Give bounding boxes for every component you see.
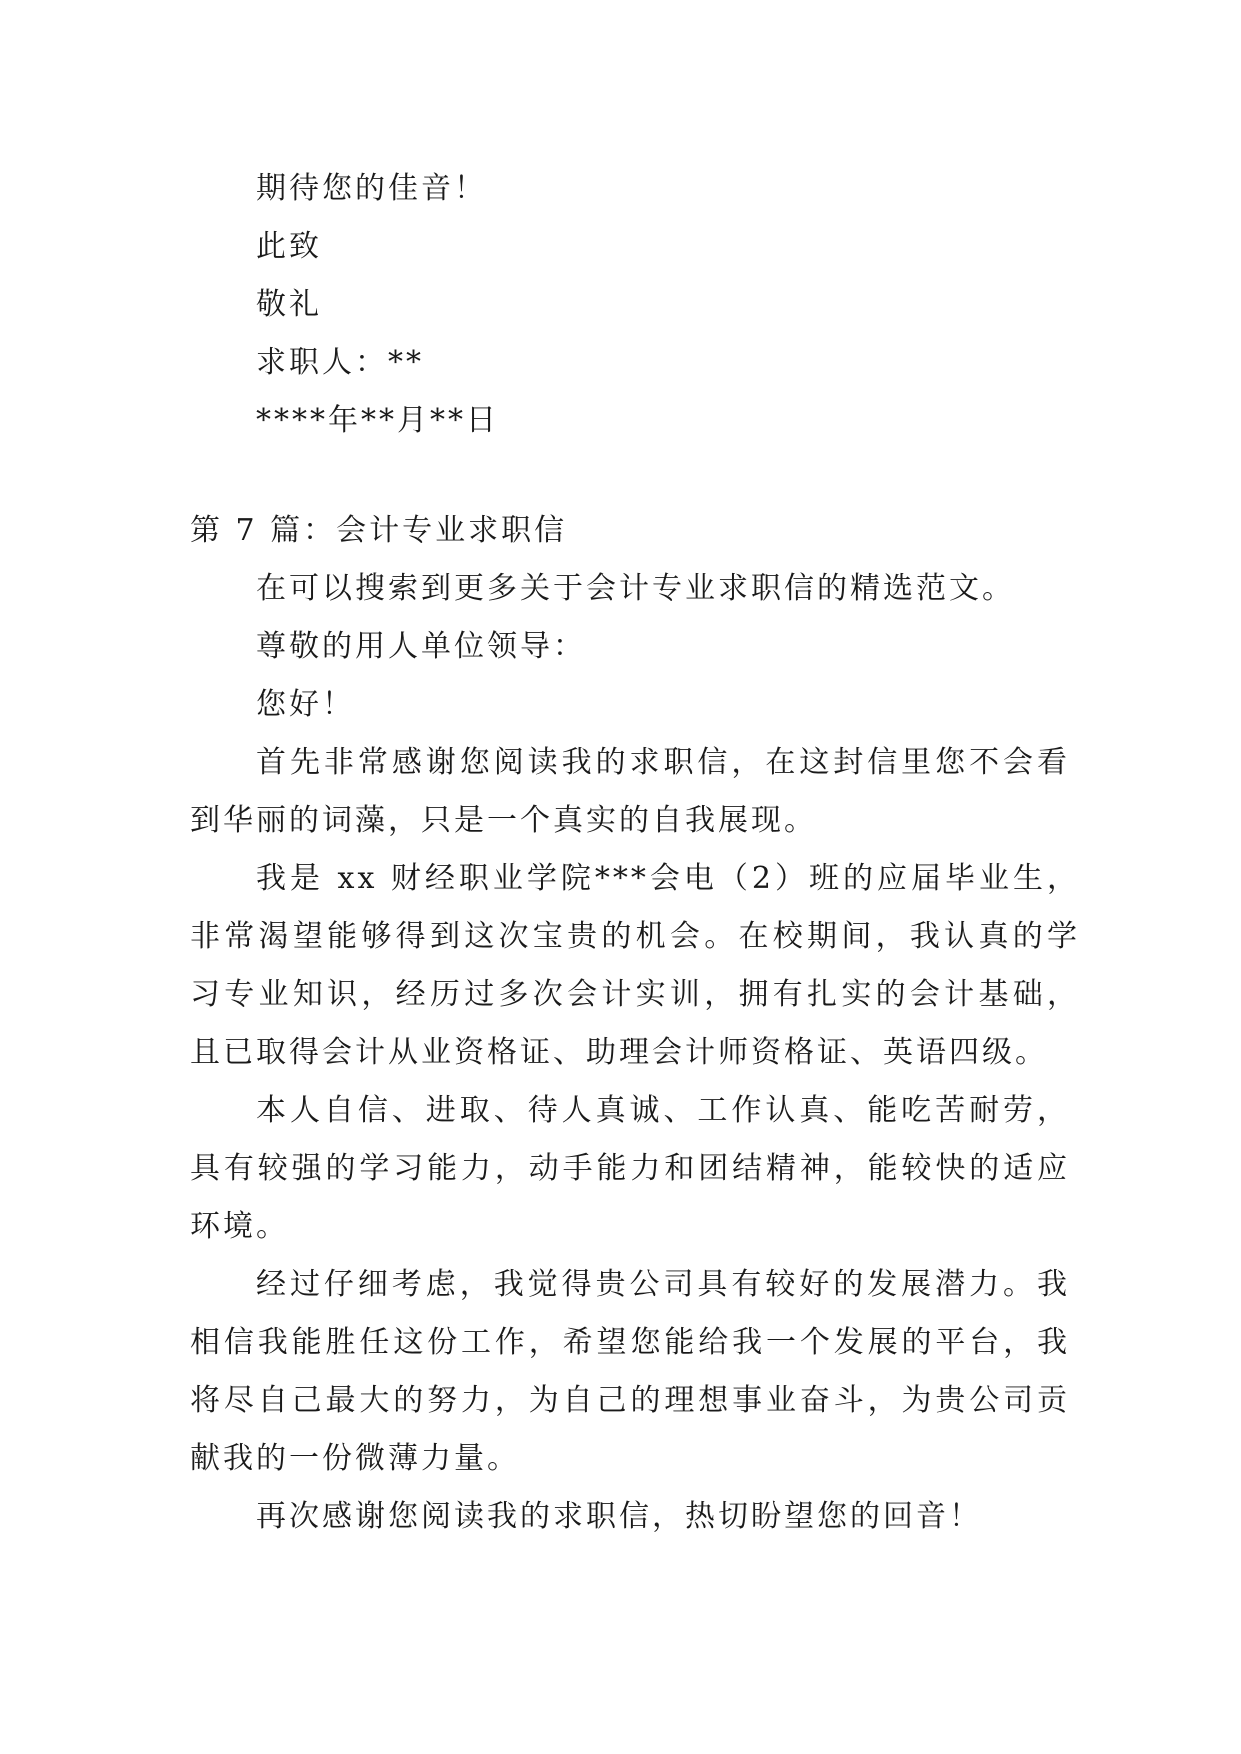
document-content bbox=[190, 160, 1080, 1546]
letter-greeting: 您好！ bbox=[256, 687, 355, 722]
letter-paragraph: 经过仔细考虑，我觉得贵公司具有较好的发展潜力。我相信我能胜任这份工作，希望您能给我一个发展的平台，我将尽自己最大的努力，为自己的理想事业奋斗，为贵公司贡献我的一份微薄力量。 bbox=[190, 1267, 1070, 1476]
letter-salutation: 尊敬的用人单位领导： bbox=[256, 629, 586, 664]
letter-paragraph: 首先非常感谢您阅读我的求职信，在这封信里您不会看到华丽的词藻，只是一个真实的自我展现。 bbox=[190, 745, 1070, 838]
closing-applicant: 求职人：** bbox=[256, 345, 424, 380]
letter-paragraph: 我是 xx 财经职业学院***会电（2）班的应届毕业生，非常渴望能够得到这次宝贵的机会。在校期间，我认真的学习专业知识，经历过多次会计实训，拥有扎实的会计基础，且已取得会计从业资格证、助理会计师资格证、英语四级。 bbox=[190, 861, 1080, 1070]
section-intro: 在可以搜索到更多关于会计专业求职信的精选范文。 bbox=[256, 571, 1015, 606]
letter-paragraph: 本人自信、进取、待人真诚、工作认真、能吃苦耐劳，具有较强的学习能力，动手能力和团结精神，能较快的适应环境。 bbox=[190, 1093, 1070, 1244]
letter-paragraph: 再次感谢您阅读我的求职信，热切盼望您的回音！ bbox=[256, 1499, 982, 1534]
section-heading: 第 7 篇：会计专业求职信 bbox=[190, 513, 568, 548]
closing-jingli: 敬礼 bbox=[256, 287, 322, 322]
closing-cizhi: 此致 bbox=[256, 229, 322, 264]
section-gap bbox=[190, 450, 1070, 502]
closing-expect: 期待您的佳音！ bbox=[256, 171, 487, 206]
closing-date: ****年**月**日 bbox=[256, 403, 499, 438]
